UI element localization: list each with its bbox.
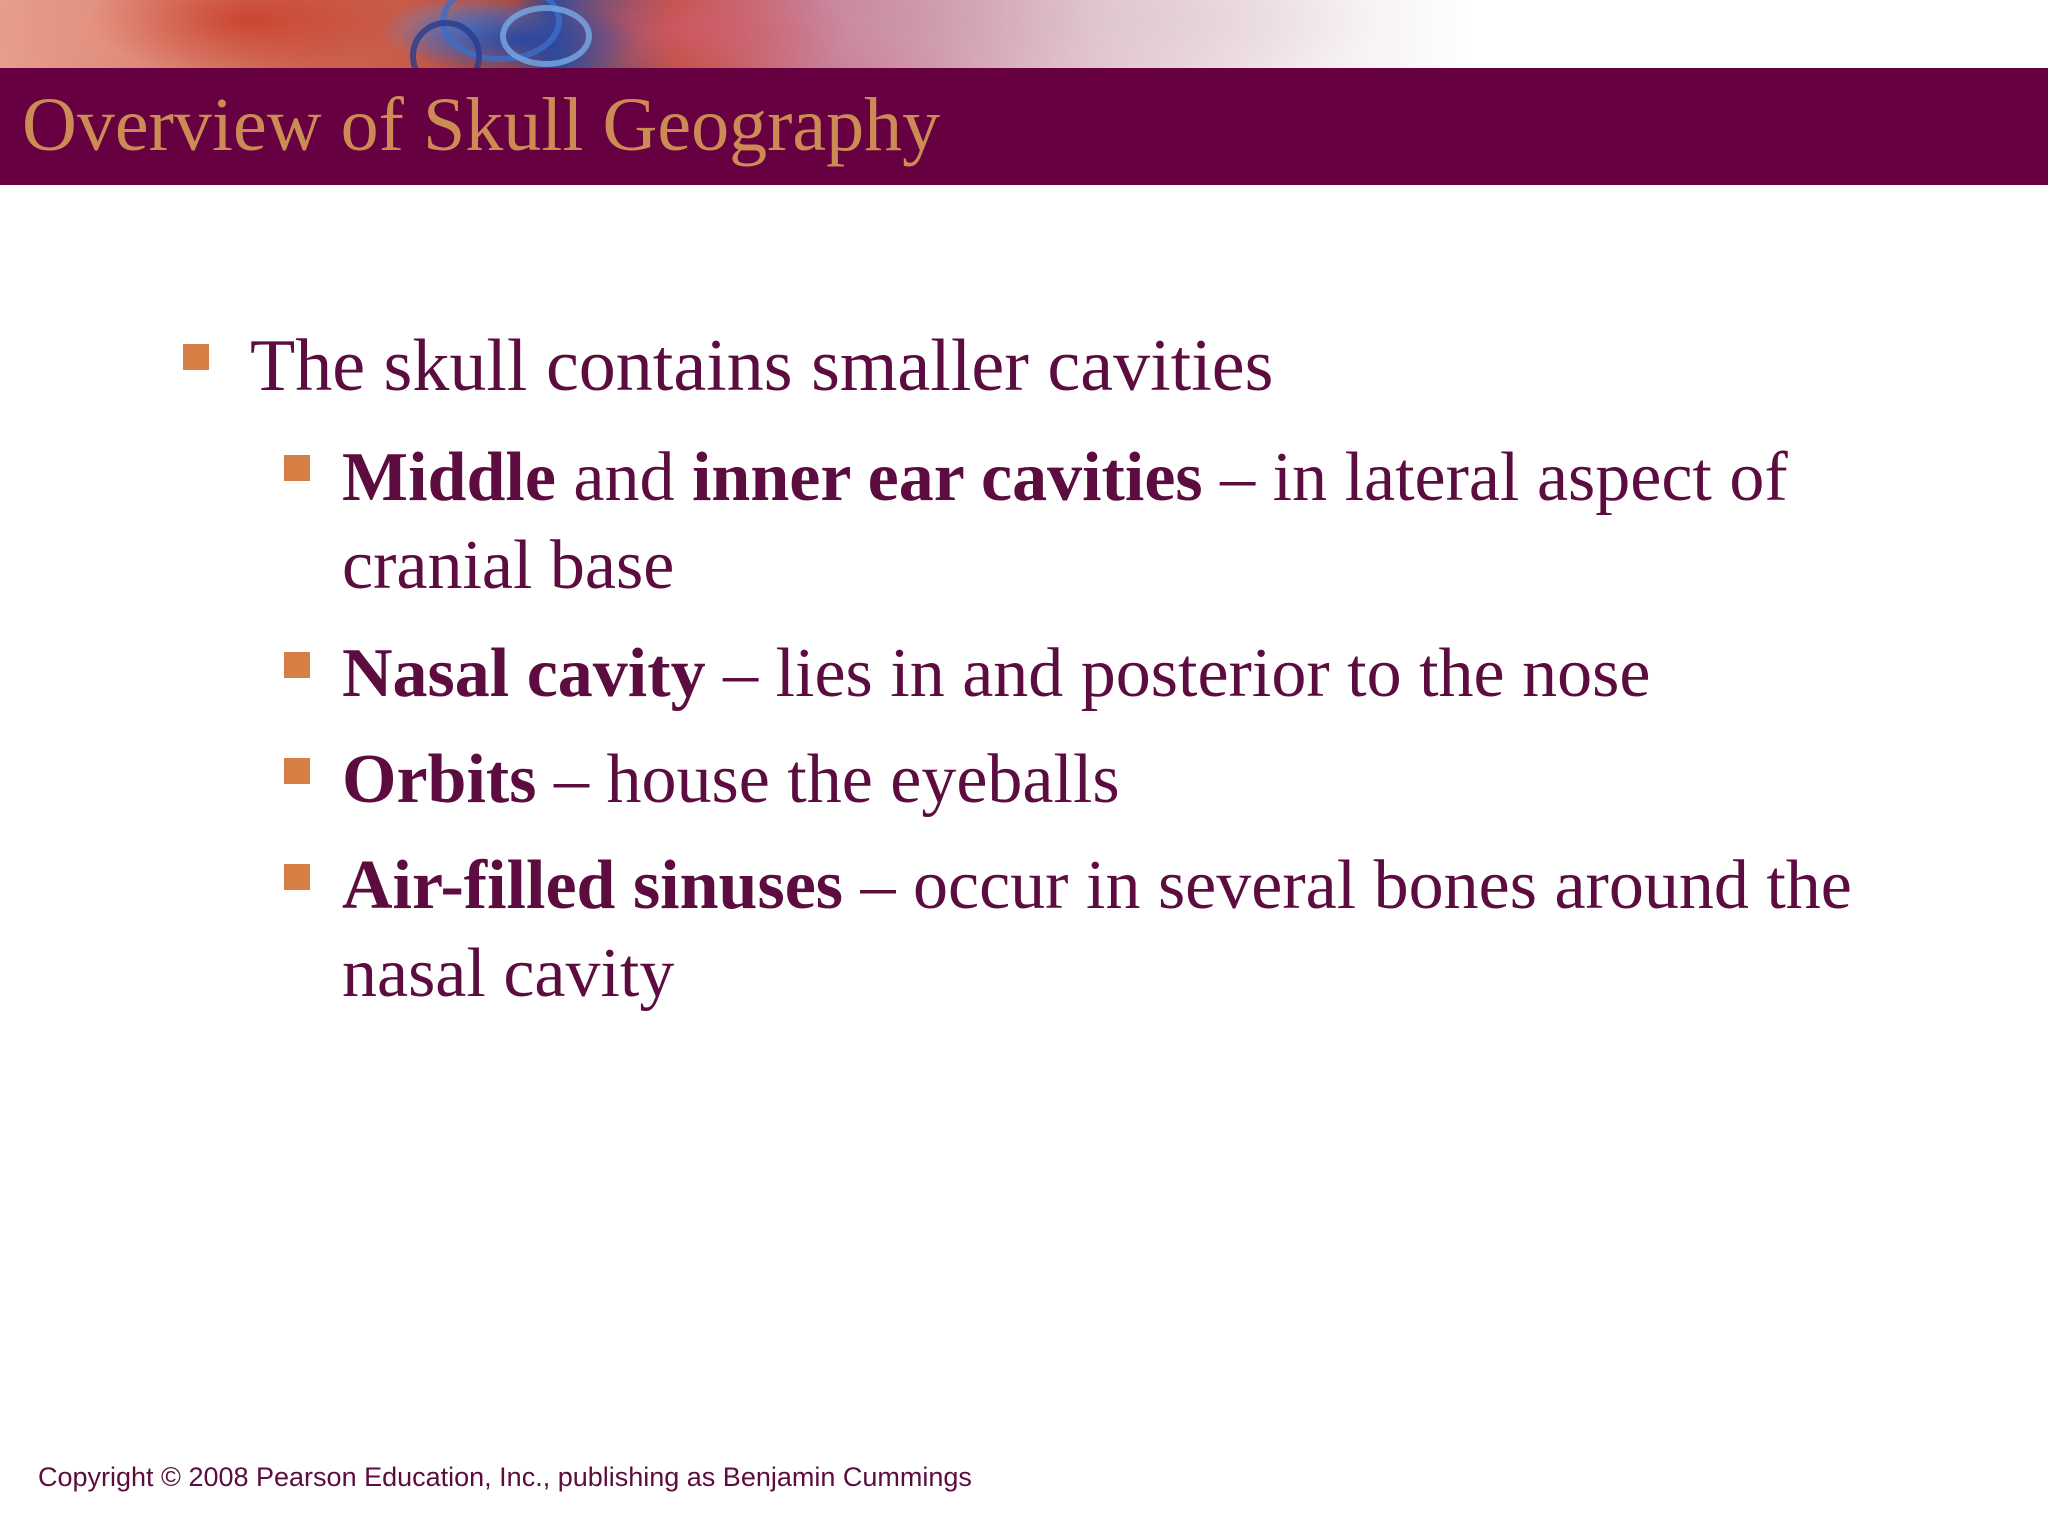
- bold-term: Nasal cavity: [342, 635, 706, 712]
- bullet-text-level-1: The skull contains smaller cavities: [250, 325, 1274, 407]
- swirl-decoration: [500, 5, 592, 67]
- bullet-icon: [284, 864, 310, 890]
- description-text: – house the eyeballs: [536, 741, 1120, 818]
- bullet-icon: [284, 652, 310, 678]
- bold-term: Middle: [342, 439, 556, 516]
- bold-term: Air-filled sinuses: [342, 847, 844, 924]
- copyright-footer: Copyright © 2008 Pearson Education, Inc., publishing as Benjamin Cummings: [38, 1462, 972, 1492]
- sub-bullet-nasal-cavity: [342, 630, 1982, 718]
- sub-bullet-orbits: [342, 736, 1982, 824]
- bold-term: inner ear cavities: [691, 439, 1203, 516]
- bullet-icon: [284, 455, 310, 481]
- description-text: – in lateral aspect of cranial base: [342, 439, 1788, 604]
- description-text: – lies in and posterior to the nose: [705, 635, 1651, 712]
- sub-bullet-air-filled-sinuses: [342, 842, 1982, 1018]
- bold-term: Orbits: [342, 741, 537, 818]
- bullet-icon: [183, 344, 209, 370]
- slide-title: Overview of Skull Geography: [22, 83, 941, 167]
- description-text: – occur in several bones around the nasal cavity: [342, 847, 1852, 1012]
- connector-text: and: [555, 439, 692, 516]
- decorative-banner-image: [0, 0, 2048, 68]
- sub-bullet-middle-inner-ear: [342, 434, 1982, 610]
- bullet-icon: [284, 758, 310, 784]
